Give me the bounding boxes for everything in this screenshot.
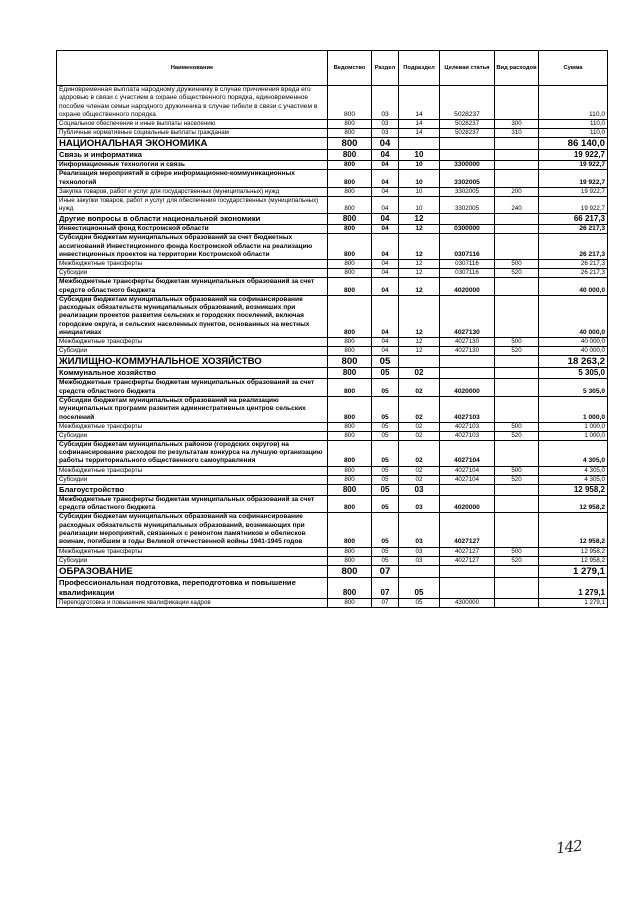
row-vid-rashodov <box>495 150 539 161</box>
row-razdel: 04 <box>372 234 399 260</box>
row-razdel: 04 <box>372 278 399 296</box>
row-celevaya-statya <box>440 565 495 577</box>
row-razdel: 03 <box>372 129 399 138</box>
row-podrazdel: 10 <box>399 188 440 197</box>
row-name: Иные закупки товаров, работ и услуг для обеспечения государственных (муниципальных) нужд <box>57 197 328 214</box>
row-podrazdel: 03 <box>399 484 440 495</box>
row-celevaya-statya: 4027104 <box>440 466 495 475</box>
row-summa: 19 922,7 <box>539 150 608 161</box>
row-vid-rashodov: 500 <box>495 547 539 556</box>
row-name: Межбюджетные трансферты <box>57 338 328 347</box>
table-row <box>57 556 608 565</box>
row-name: Информационные технологии и связь <box>57 161 328 170</box>
row-podrazdel: 12 <box>399 214 440 225</box>
row-podrazdel: 03 <box>399 556 440 565</box>
row-podrazdel: 05 <box>399 598 440 607</box>
row-celevaya-statya: 4027103 <box>440 422 495 431</box>
row-vid-rashodov <box>495 484 539 495</box>
row-vedomstvo: 800 <box>328 170 372 188</box>
table-row <box>57 234 608 260</box>
row-summa: 110,0 <box>539 129 608 138</box>
row-name: Межбюджетные трансферты <box>57 260 328 269</box>
row-vedomstvo: 800 <box>328 347 372 356</box>
row-vedomstvo: 800 <box>328 295 372 337</box>
row-vedomstvo: 800 <box>328 260 372 269</box>
row-summa: 4 305,0 <box>539 475 608 484</box>
row-vedomstvo: 800 <box>328 396 372 422</box>
row-celevaya-statya: 4027103 <box>440 431 495 440</box>
row-name: ОБРАЗОВАНИЕ <box>57 565 328 577</box>
row-razdel: 05 <box>372 368 399 379</box>
row-podrazdel: 10 <box>399 197 440 214</box>
page-number: 142 <box>555 836 583 858</box>
row-summa: 1 279,1 <box>539 598 608 607</box>
row-celevaya-statya: 4027130 <box>440 338 495 347</box>
row-vedomstvo: 800 <box>328 225 372 234</box>
row-podrazdel <box>399 356 440 368</box>
row-podrazdel: 14 <box>399 120 440 129</box>
row-vedomstvo: 800 <box>328 120 372 129</box>
row-vid-rashodov: 500 <box>495 260 539 269</box>
table-row <box>57 347 608 356</box>
row-podrazdel: 12 <box>399 225 440 234</box>
header-summa: Сумма <box>539 51 608 86</box>
header-podrazdel: Подраздел <box>399 51 440 86</box>
row-podrazdel: 02 <box>399 431 440 440</box>
table-row <box>57 379 608 397</box>
row-summa: 19 922,7 <box>539 161 608 170</box>
table-row <box>57 431 608 440</box>
table-row <box>57 225 608 234</box>
row-razdel: 07 <box>372 598 399 607</box>
row-name: Единовременная выплата народному дружиннику в случае причинения вреда его здоровью в связи с участием в охране общественного порядка, единовременное пособие членам семьи народного дружинника в случае гибели в связи с участием в охране общественного порядка <box>57 86 328 120</box>
row-celevaya-statya: 4020000 <box>440 278 495 296</box>
row-vid-rashodov: 520 <box>495 475 539 484</box>
row-razdel: 05 <box>372 466 399 475</box>
row-name: Другие вопросы в области национальной экономики <box>57 214 328 225</box>
header-name: Наименование <box>57 51 328 86</box>
row-vid-rashodov <box>495 577 539 598</box>
row-vid-rashodov <box>495 86 539 120</box>
row-razdel: 04 <box>372 188 399 197</box>
table-row <box>57 356 608 368</box>
row-razdel: 05 <box>372 547 399 556</box>
row-celevaya-statya: 0307116 <box>440 260 495 269</box>
row-name: Субсидии <box>57 269 328 278</box>
row-vedomstvo: 800 <box>328 269 372 278</box>
row-summa: 86 140,0 <box>539 138 608 150</box>
table-row <box>57 129 608 138</box>
header-celevaya-statya: Целевая статья <box>440 51 495 86</box>
row-summa: 1 000,0 <box>539 396 608 422</box>
row-podrazdel: 10 <box>399 150 440 161</box>
row-razdel: 05 <box>372 495 399 513</box>
row-podrazdel: 12 <box>399 234 440 260</box>
budget-sheet <box>56 50 607 608</box>
row-razdel: 05 <box>372 379 399 397</box>
row-celevaya-statya <box>440 484 495 495</box>
row-summa: 12 958,2 <box>539 556 608 565</box>
row-vedomstvo: 800 <box>328 150 372 161</box>
row-razdel: 04 <box>372 338 399 347</box>
row-celevaya-statya: 4027104 <box>440 475 495 484</box>
row-summa: 19 922,7 <box>539 170 608 188</box>
table-row <box>57 513 608 547</box>
row-summa: 4 305,0 <box>539 440 608 466</box>
row-vid-rashodov <box>495 565 539 577</box>
row-summa: 40 000,0 <box>539 295 608 337</box>
row-name: Закупка товаров, работ и услуг для государственных (муниципальных) нужд <box>57 188 328 197</box>
row-celevaya-statya <box>440 356 495 368</box>
row-vid-rashodov <box>495 138 539 150</box>
row-vid-rashodov: 520 <box>495 431 539 440</box>
row-vedomstvo: 800 <box>328 188 372 197</box>
table-row <box>57 188 608 197</box>
row-summa: 5 305,0 <box>539 379 608 397</box>
row-podrazdel: 12 <box>399 295 440 337</box>
row-celevaya-statya: 3302005 <box>440 197 495 214</box>
row-name: Межбюджетные трансферты бюджетам муниципальных образований за счет средств областного бюджета <box>57 278 328 296</box>
row-summa: 4 305,0 <box>539 466 608 475</box>
row-razdel: 05 <box>372 484 399 495</box>
row-vid-rashodov <box>495 440 539 466</box>
row-celevaya-statya: 0307116 <box>440 269 495 278</box>
table-header-row <box>57 51 608 86</box>
row-name: Инвестиционный фонд Костромской области <box>57 225 328 234</box>
row-vid-rashodov: 520 <box>495 347 539 356</box>
row-vedomstvo: 800 <box>328 431 372 440</box>
row-razdel: 04 <box>372 197 399 214</box>
row-vedomstvo: 800 <box>328 440 372 466</box>
row-summa: 19 922,7 <box>539 197 608 214</box>
header-vedomstvo: Ведомство <box>328 51 372 86</box>
row-razdel: 04 <box>372 347 399 356</box>
row-summa: 110,0 <box>539 86 608 120</box>
budget-table <box>56 50 608 608</box>
row-razdel: 05 <box>372 431 399 440</box>
table-row <box>57 86 608 120</box>
row-razdel: 04 <box>372 161 399 170</box>
row-summa: 12 958,2 <box>539 495 608 513</box>
row-vedomstvo: 800 <box>328 214 372 225</box>
row-vid-rashodov <box>495 161 539 170</box>
row-vid-rashodov <box>495 368 539 379</box>
row-razdel: 04 <box>372 170 399 188</box>
row-summa: 40 000,0 <box>539 338 608 347</box>
table-row <box>57 170 608 188</box>
row-vid-rashodov: 500 <box>495 338 539 347</box>
table-row <box>57 138 608 150</box>
table-row <box>57 422 608 431</box>
row-razdel: 05 <box>372 513 399 547</box>
row-vedomstvo: 800 <box>328 338 372 347</box>
row-celevaya-statya <box>440 368 495 379</box>
row-vedomstvo: 800 <box>328 598 372 607</box>
row-vedomstvo: 800 <box>328 495 372 513</box>
row-razdel: 05 <box>372 475 399 484</box>
row-vedomstvo: 800 <box>328 577 372 598</box>
table-row <box>57 150 608 161</box>
row-razdel: 07 <box>372 577 399 598</box>
row-summa: 26 217,3 <box>539 225 608 234</box>
row-name: Благоустройство <box>57 484 328 495</box>
row-vedomstvo: 800 <box>328 129 372 138</box>
row-vedomstvo: 800 <box>328 368 372 379</box>
row-name: Профессиональная подготовка, переподготовка и повышение квалификации <box>57 577 328 598</box>
row-podrazdel: 02 <box>399 422 440 431</box>
row-podrazdel: 02 <box>399 396 440 422</box>
row-razdel: 04 <box>372 150 399 161</box>
row-summa: 12 958,2 <box>539 547 608 556</box>
row-razdel: 07 <box>372 565 399 577</box>
row-vid-rashodov <box>495 513 539 547</box>
row-razdel: 05 <box>372 422 399 431</box>
row-razdel: 04 <box>372 260 399 269</box>
row-podrazdel: 02 <box>399 379 440 397</box>
row-vedomstvo: 800 <box>328 197 372 214</box>
table-row <box>57 396 608 422</box>
row-name: НАЦИОНАЛЬНАЯ ЭКОНОМИКА <box>57 138 328 150</box>
row-celevaya-statya: 4027127 <box>440 556 495 565</box>
row-vedomstvo: 800 <box>328 86 372 120</box>
row-razdel: 04 <box>372 269 399 278</box>
row-vedomstvo: 800 <box>328 484 372 495</box>
row-summa: 66 217,3 <box>539 214 608 225</box>
row-summa: 12 958,2 <box>539 513 608 547</box>
row-vid-rashodov <box>495 396 539 422</box>
row-celevaya-statya: 4020000 <box>440 495 495 513</box>
row-vid-rashodov: 500 <box>495 422 539 431</box>
row-celevaya-statya <box>440 577 495 598</box>
row-vedomstvo: 800 <box>328 556 372 565</box>
row-podrazdel <box>399 138 440 150</box>
row-name: Реализация мероприятий в сфере информационно-коммуникационных технологий <box>57 170 328 188</box>
row-podrazdel: 02 <box>399 368 440 379</box>
table-row <box>57 577 608 598</box>
row-vedomstvo: 800 <box>328 475 372 484</box>
table-row <box>57 197 608 214</box>
table-body <box>57 86 608 608</box>
row-celevaya-statya <box>440 138 495 150</box>
table-row <box>57 475 608 484</box>
row-celevaya-statya: 4027130 <box>440 295 495 337</box>
table-row <box>57 260 608 269</box>
row-celevaya-statya: 4027127 <box>440 547 495 556</box>
row-summa: 110,0 <box>539 120 608 129</box>
row-vid-rashodov <box>495 170 539 188</box>
row-summa: 18 263,2 <box>539 356 608 368</box>
row-vedomstvo: 800 <box>328 565 372 577</box>
row-vedomstvo: 800 <box>328 356 372 368</box>
row-podrazdel: 12 <box>399 269 440 278</box>
table-row <box>57 598 608 607</box>
row-razdel: 05 <box>372 440 399 466</box>
row-vid-rashodov <box>495 379 539 397</box>
row-podrazdel: 10 <box>399 161 440 170</box>
row-vedomstvo: 800 <box>328 422 372 431</box>
row-name: Субсидии бюджетам муниципальных образований на софинансирование расходных обязательств муниципальных образований, возникающих при реализации мероприятий, связанных с ремонтом памятников и обелисков воинам, погибшим в годы Великой отечественной войны 1941-1945 годов <box>57 513 328 547</box>
row-celevaya-statya: 4027104 <box>440 440 495 466</box>
row-vedomstvo: 800 <box>328 234 372 260</box>
row-summa: 26 217,3 <box>539 234 608 260</box>
row-vid-rashodov: 200 <box>495 188 539 197</box>
row-celevaya-statya: 4027127 <box>440 513 495 547</box>
row-vid-rashodov: 310 <box>495 129 539 138</box>
row-vedomstvo: 800 <box>328 161 372 170</box>
row-name: Субсидии бюджетам муниципальных образований на реализацию муниципальных программ развития административных центров сельских поселений <box>57 396 328 422</box>
row-celevaya-statya: 0307116 <box>440 234 495 260</box>
table-row <box>57 547 608 556</box>
row-name: Связь и информатика <box>57 150 328 161</box>
table-row <box>57 269 608 278</box>
row-vedomstvo: 800 <box>328 513 372 547</box>
row-razdel: 04 <box>372 225 399 234</box>
table-row <box>57 295 608 337</box>
row-vid-rashodov <box>495 495 539 513</box>
row-name: Субсидии бюджетам муниципальных образований за счет бюджетных ассигнований Инвестиционного фонда Костромской области на реализацию инвестиционных проектов на территории Костромской области <box>57 234 328 260</box>
table-row <box>57 214 608 225</box>
row-vid-rashodov: 500 <box>495 466 539 475</box>
row-name: Субсидии <box>57 347 328 356</box>
row-podrazdel <box>399 565 440 577</box>
header-razdel: Раздел <box>372 51 399 86</box>
row-podrazdel: 14 <box>399 86 440 120</box>
row-podrazdel: 10 <box>399 170 440 188</box>
row-celevaya-statya: 4027130 <box>440 347 495 356</box>
row-name: Переподготовка и повышение квалификации кадров <box>57 598 328 607</box>
row-name: Субсидии бюджетам муниципальных районов (городских округов) на софинансирование расходов по результатам конкурса на лучшую организацию работы территориального общественного самоуправления <box>57 440 328 466</box>
row-vid-rashodov <box>495 278 539 296</box>
row-vid-rashodov <box>495 598 539 607</box>
row-name: Межбюджетные трансферты бюджетам муниципальных образований за счет средств областного бюджета <box>57 379 328 397</box>
table-row <box>57 161 608 170</box>
row-podrazdel: 02 <box>399 475 440 484</box>
row-summa: 5 305,0 <box>539 368 608 379</box>
row-vid-rashodov: 520 <box>495 269 539 278</box>
row-summa: 19 922,7 <box>539 188 608 197</box>
row-name: Публичные нормативные социальные выплаты гражданам <box>57 129 328 138</box>
table-row <box>57 495 608 513</box>
row-celevaya-statya: 4300000 <box>440 598 495 607</box>
row-name: Межбюджетные трансферты <box>57 422 328 431</box>
row-vedomstvo: 800 <box>328 379 372 397</box>
row-vid-rashodov <box>495 234 539 260</box>
row-razdel: 04 <box>372 295 399 337</box>
row-razdel: 05 <box>372 356 399 368</box>
table-row <box>57 278 608 296</box>
table-row <box>57 368 608 379</box>
row-vedomstvo: 800 <box>328 547 372 556</box>
row-podrazdel: 12 <box>399 347 440 356</box>
row-podrazdel: 05 <box>399 577 440 598</box>
row-celevaya-statya: 5028237 <box>440 129 495 138</box>
row-summa: 26 217,3 <box>539 269 608 278</box>
row-razdel: 04 <box>372 138 399 150</box>
row-name: Межбюджетные трансферты бюджетам муниципальных образований за счет средств областного бюджета <box>57 495 328 513</box>
row-vid-rashodov <box>495 214 539 225</box>
row-vid-rashodov <box>495 295 539 337</box>
row-celevaya-statya: 5028237 <box>440 86 495 120</box>
row-vid-rashodov: 520 <box>495 556 539 565</box>
row-name: ЖИЛИЩНО-КОММУНАЛЬНОЕ ХОЗЯЙСТВО <box>57 356 328 368</box>
row-name: Межбюджетные трансферты <box>57 547 328 556</box>
row-celevaya-statya: 4020000 <box>440 379 495 397</box>
table-row <box>57 338 608 347</box>
row-razdel: 05 <box>372 396 399 422</box>
row-summa: 12 958,2 <box>539 484 608 495</box>
table-row <box>57 466 608 475</box>
row-vid-rashodov <box>495 225 539 234</box>
table-row <box>57 120 608 129</box>
row-razdel: 03 <box>372 86 399 120</box>
row-razdel: 04 <box>372 214 399 225</box>
row-celevaya-statya <box>440 214 495 225</box>
table-row <box>57 440 608 466</box>
row-name: Субсидии бюджетам муниципальных образований на софинансирование расходных обязательств муниципальных образований, возникших при реализации проектов развития сельских и городских поселений, включая городские округа, и сельских населенных пунктов, основанных на местных инициативах <box>57 295 328 337</box>
row-vid-rashodov: 300 <box>495 120 539 129</box>
row-name: Межбюджетные трансферты <box>57 466 328 475</box>
row-podrazdel: 03 <box>399 547 440 556</box>
row-name: Субсидии <box>57 431 328 440</box>
row-celevaya-statya: 3300000 <box>440 161 495 170</box>
row-name: Субсидии <box>57 475 328 484</box>
row-podrazdel: 03 <box>399 495 440 513</box>
row-podrazdel: 14 <box>399 129 440 138</box>
row-celevaya-statya: 3302005 <box>440 188 495 197</box>
row-vedomstvo: 800 <box>328 278 372 296</box>
row-celevaya-statya <box>440 150 495 161</box>
row-summa: 1 279,1 <box>539 565 608 577</box>
row-summa: 40 000,0 <box>539 278 608 296</box>
table-row <box>57 565 608 577</box>
row-name: Социальное обеспечение и иные выплаты населению <box>57 120 328 129</box>
header-vid-rashodov: Вид расходов <box>495 51 539 86</box>
row-vedomstvo: 800 <box>328 138 372 150</box>
row-name: Субсидии <box>57 556 328 565</box>
row-razdel: 03 <box>372 120 399 129</box>
row-summa: 1 000,0 <box>539 422 608 431</box>
row-vid-rashodov: 240 <box>495 197 539 214</box>
row-podrazdel: 12 <box>399 338 440 347</box>
row-celevaya-statya: 5028237 <box>440 120 495 129</box>
row-summa: 1 279,1 <box>539 577 608 598</box>
row-celevaya-statya: 3302005 <box>440 170 495 188</box>
row-name: Коммунальное хозяйство <box>57 368 328 379</box>
row-podrazdel: 03 <box>399 513 440 547</box>
row-podrazdel: 12 <box>399 278 440 296</box>
row-razdel: 05 <box>372 556 399 565</box>
row-podrazdel: 02 <box>399 440 440 466</box>
table-row <box>57 484 608 495</box>
row-celevaya-statya: 0300000 <box>440 225 495 234</box>
row-summa: 26 217,3 <box>539 260 608 269</box>
row-vedomstvo: 800 <box>328 466 372 475</box>
row-vid-rashodov <box>495 356 539 368</box>
row-podrazdel: 12 <box>399 260 440 269</box>
row-summa: 40 000,0 <box>539 347 608 356</box>
row-summa: 1 000,0 <box>539 431 608 440</box>
row-podrazdel: 02 <box>399 466 440 475</box>
row-celevaya-statya: 4027103 <box>440 396 495 422</box>
